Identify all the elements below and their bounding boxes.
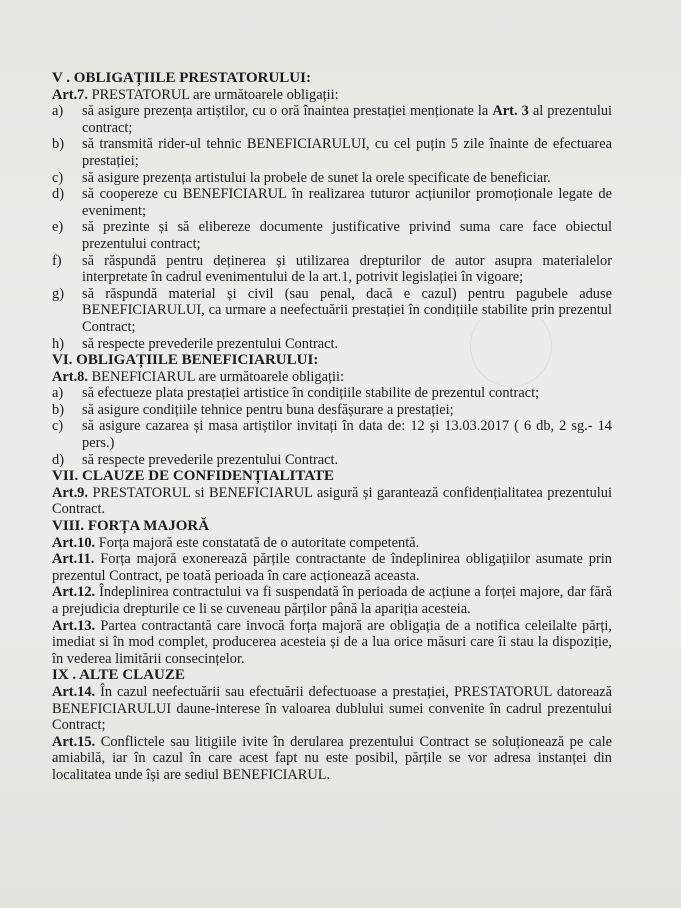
contract-text <box>52 70 612 784</box>
list-item-text: să transmită rider-ul tehnic BENEFICIARULUI, cu cel puțin 5 zile înainte de efectuarea prestației; <box>82 136 612 169</box>
list-item <box>52 136 612 169</box>
section-heading: VII. CLAUZE DE CONFIDENȚIALITATE <box>52 468 334 485</box>
list-item-label: h) <box>52 335 64 352</box>
section-heading: V . OBLIGAȚIILE PRESTATORULUI: <box>52 70 311 86</box>
article-paragraph <box>52 734 612 784</box>
list-item <box>52 219 612 252</box>
article-paragraph <box>52 618 612 668</box>
article-paragraph <box>52 485 612 518</box>
list-item <box>52 402 612 419</box>
list-item-label: g) <box>52 285 64 302</box>
list-item-text-tail: al prezentului contract; <box>82 103 613 136</box>
list-item-text: să asigure cazarea și masa artiștilor invitați în data de: 12 și 13.03.2017 ( 6 db, 2 sg.- 14 pers.) <box>82 418 612 452</box>
article-text: Forța majoră exonerează părțile contractante de îndeplinirea obligațiilor asumate prin prezentul Contract, pe toată perioada în care acționează aceasta. <box>52 551 612 584</box>
list-item-label: c) <box>52 169 64 186</box>
article-text: Conflictele sau litigiile ivite în derularea prezentului Contract se soluționează pe cale amiabilă, iar în cazul în care acest fapt nu este posibil, părțile se vor adresa instanței din localitatea unde își are sediul BENEFICIARUL. <box>52 733 612 783</box>
list-item-text: să asigure condițiile tehnice pentru buna desfășurare a prestației; <box>82 401 454 418</box>
list-item-text: să asigure prezența artiștilor, cu o oră înaintea prestației menționate la <box>82 103 493 120</box>
list-item-label: e) <box>52 219 64 236</box>
list-item-text: să coopereze cu BENEFICIARUL în realizarea tuturor acțiunilor promoționale legate de eveniment; <box>82 186 612 219</box>
article-label: Art.13. <box>52 617 96 634</box>
article-paragraph <box>52 369 612 386</box>
article-label: Art.12. <box>52 584 96 601</box>
list-item <box>52 452 612 469</box>
article-label: Art.11. <box>52 551 95 568</box>
article-text: BENEFICIARUL are următoarele obligații: <box>87 368 344 385</box>
article-text: Partea contractantă care invocă forța majoră are obligația de a notifica celeilalte părți, imediat si în mod complet, producerea acesteia și de a lua orice măsuri care îi stau la dispoziție, în vederea limitării consecințelor. <box>52 617 612 667</box>
list-item <box>52 286 612 336</box>
article-text: Forța majoră este constatată de o autoritate competentă. <box>95 534 420 551</box>
list-item-label: d) <box>52 186 64 203</box>
list-item-label: a) <box>52 103 64 120</box>
section-heading: VI. OBLIGAȚIILE BENEFICIARULUI: <box>52 352 319 369</box>
article-text: În cazul neefectuării sau efectuării defectuoase a prestației, PRESTATORUL datorează BENEFICIARULUI daune-interese în valoarea dublului sumei convenite în cadrul prezentului Contract; <box>52 683 612 734</box>
list-item-label: a) <box>52 385 64 402</box>
list-item <box>52 418 612 451</box>
section-heading: IX . ALTE CLAUZE <box>52 667 185 684</box>
list-item-text: să respecte prevederile prezentului Contract. <box>82 451 339 468</box>
list-item-text: să efectueze plata prestației artistice în condițiile stabilite de prezentul contract; <box>82 385 540 402</box>
list-item-label: d) <box>52 451 64 468</box>
list-item <box>52 103 612 136</box>
list-item-text: să răspundă material și civil (sau penal, dacă e cazul) pentru pagubele aduse BENEFICIARULUI, ca urmare a neefectuării prestației în condițiile stabilite prin prezentul Contract; <box>82 285 612 335</box>
article-paragraph <box>52 684 612 734</box>
list-item-label: c) <box>52 418 64 435</box>
article-paragraph <box>52 584 612 617</box>
article-paragraph <box>52 87 612 104</box>
article-text: PRESTATORUL si BENEFICIARUL asigură și garantează confidențialitatea prezentului Contract. <box>52 484 612 518</box>
list-item-label: b) <box>52 136 64 153</box>
article-label: Art.10. <box>52 534 96 551</box>
article-label: Art.14. <box>52 683 96 700</box>
list-item <box>52 253 612 286</box>
list-item-text: să prezinte și să elibereze documente justificative privind suma care face obiectul prezentului contract; <box>82 219 612 252</box>
list-item <box>52 186 612 219</box>
list-item-text: să răspundă pentru deținerea și utilizarea drepturilor de autor asupra materialelor interpretate în cadrul evenimentului de la art.1, potrivit legislației în vigoare; <box>82 252 612 286</box>
list-item-label: b) <box>52 401 64 418</box>
section-heading: VIII. FORȚA MAJORĂ <box>52 518 210 535</box>
article-text: PRESTATORUL are următoarele obligații: <box>87 86 339 103</box>
article-paragraph <box>52 535 612 552</box>
list-item <box>52 336 612 353</box>
list-item-label: f) <box>52 252 62 269</box>
article-label: Art.9. <box>52 484 88 501</box>
article-label: Art.8. <box>52 368 88 385</box>
list-item-text: să respecte prevederile prezentului Contract. <box>82 335 339 352</box>
article-text: Îndeplinirea contractului va fi suspendată în perioada de acțiune a forței majore, dar fără a prejudicia drepturile ce li se cuveneau părților până la apariția acesteia. <box>52 584 612 617</box>
article-label: Art.7. <box>52 86 88 103</box>
article-paragraph <box>52 551 612 584</box>
list-item <box>52 170 612 187</box>
list-item-text: să asigure prezența artistului la probele de sunet la orele specificate de beneficiar. <box>82 169 551 186</box>
article-reference: Art. 3 <box>492 103 529 120</box>
article-label: Art.15. <box>52 733 96 750</box>
list-item <box>52 385 612 402</box>
